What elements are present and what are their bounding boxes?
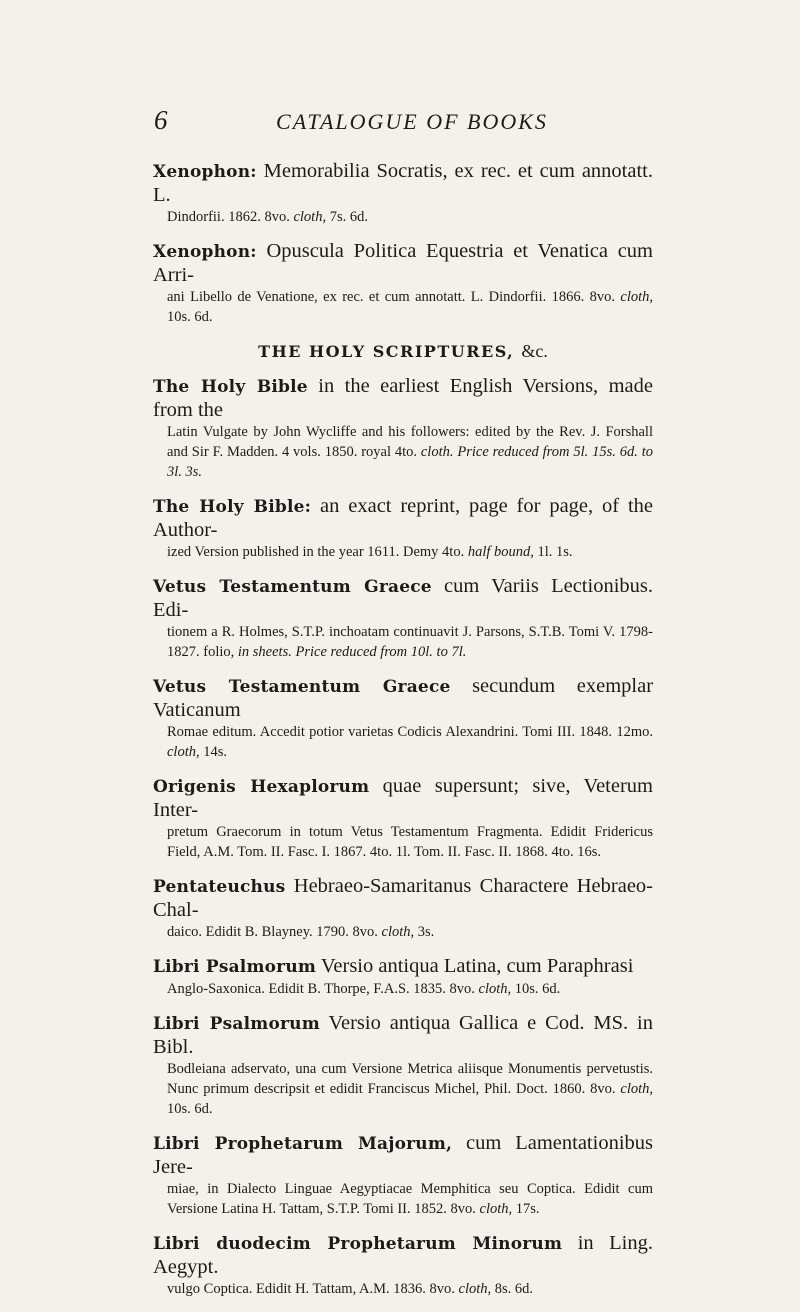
entry-first-line: [153, 575, 653, 622]
entry-price: 1l. 1s.: [537, 544, 573, 560]
entry-details-text: vulgo Coptica. Edidit H. Tattam, A.M. 1836. 8vo.: [167, 1281, 455, 1297]
catalogue-entry: [153, 1132, 653, 1219]
entry-first-line: [153, 775, 653, 822]
entry-details-text: tionem a R. Holmes, S.T.P. inchoatam continuavit J. Parsons, S.T.B. Tomi V. 1798-1827. folio,: [167, 624, 653, 660]
entry-first-line-text: Versio antiqua Latina, cum Paraphrasi: [320, 955, 634, 977]
catalogue-entry: [153, 160, 653, 227]
entry-headword: Libri Prophetarum Majorum,: [153, 1134, 453, 1154]
entry-details-text: Anglo-Saxonica. Edidit B. Thorpe, F.A.S. 1835. 8vo.: [167, 981, 475, 997]
entry-first-line-text: cum Variis Lectionibus. Edi-: [153, 575, 653, 621]
entry-price: 10l. to 7l.: [410, 644, 467, 660]
entry-first-line: [153, 955, 653, 979]
entry-details: [153, 622, 653, 662]
entry-details-text: daico. Edidit B. Blayney. 1790. 8vo.: [167, 924, 378, 940]
entry-first-line-text: Memorabilia Socratis, ex rec. et cum annotatt. L.: [153, 160, 653, 206]
section-heading: [153, 341, 653, 362]
entry-binding: cloth,: [458, 1281, 492, 1297]
catalogue-entry: [153, 675, 653, 762]
entry-binding: cloth,: [620, 289, 654, 305]
entry-details-text: Romae editum. Accedit potior varietas Codicis Alexandrini. Tomi III. 1848. 12mo.: [167, 724, 653, 740]
catalogue-entry: [153, 775, 653, 862]
entry-headword: Pentateuchus: [153, 877, 286, 897]
entry-headword: Libri Psalmorum: [153, 957, 317, 977]
entry-details-text: miae, in Dialecto Linguae Aegyptiacae Memphitica seu Coptica. Edidit cum Versione Latina H. Tattam, S.T.P. Tomi II. 1852. 8vo.: [167, 1181, 653, 1217]
entry-first-line-text: Hebraeo-Samaritanus Charactere Hebraeo-Chal-: [153, 875, 653, 921]
entry-binding: cloth,: [478, 981, 512, 997]
entry-price: 8s. 6d.: [494, 1281, 534, 1297]
entry-details-text: ani Libello de Venatione, ex rec. et cum annotatt. L. Dindorfii. 1866. 8vo.: [167, 289, 615, 305]
entry-details: [153, 207, 653, 227]
entry-headword: Xenophon:: [153, 242, 257, 262]
entry-headword: The Holy Bible:: [153, 497, 312, 517]
entry-binding: in sheets. Price reduced from: [237, 644, 408, 660]
entry-details: [153, 722, 653, 762]
entry-details-text: Dindorfii. 1862. 8vo.: [167, 209, 290, 225]
catalogue-entry: [153, 1232, 653, 1299]
entry-binding: cloth. Price reduced from: [420, 444, 570, 460]
entry-details: [153, 822, 653, 862]
entry-price: 16s.: [577, 844, 602, 860]
entry-first-line-text: Opuscula Politica Equestria et Venatica cum Arri-: [153, 240, 653, 286]
entry-headword: Vetus Testamentum Graece: [153, 677, 451, 697]
entry-binding: half bound,: [467, 544, 534, 560]
entry-first-line: [153, 375, 653, 422]
entry-price: 5l. 15s. 6d. to 3l. 3s.: [167, 444, 653, 480]
entry-headword: Libri Psalmorum: [153, 1014, 320, 1034]
entry-first-line-text: in the earliest English Versions, made from the: [153, 375, 654, 421]
entry-binding: cloth,: [381, 924, 415, 940]
entry-details-text: ized Version published in the year 1611. Demy 4to.: [167, 544, 465, 560]
entry-binding: cloth,: [620, 1081, 654, 1097]
entry-first-line: [153, 1132, 653, 1179]
entry-details: [153, 1279, 653, 1299]
entry-first-line-text: quae supersunt; sive, Veterum Inter-: [153, 775, 653, 821]
entry-headword: Xenophon:: [153, 162, 257, 182]
entry-first-line: [153, 495, 653, 542]
entry-details: [153, 1179, 653, 1219]
entry-first-line-text: an exact reprint, page for page, of the Author-: [153, 495, 654, 541]
entry-price: 10s. 6d.: [167, 309, 213, 325]
page-number: 6: [154, 105, 168, 135]
entry-details-text: pretum Graecorum in totum Vetus Testamentum Fragmenta. Edidit Fridericus Field, A.M. Tom. II. Fasc. I. 1867. 4to. 1l. Tom. II. Fasc. II. 1868. 4to.: [167, 824, 653, 860]
entry-details: [153, 542, 653, 562]
entry-first-line-text: cum Lamentationibus Jere-: [153, 1132, 653, 1178]
entry-details: [153, 287, 653, 327]
entry-details: [153, 922, 653, 942]
catalogue-entry: [153, 240, 653, 327]
entry-price: 3s.: [417, 924, 435, 940]
entry-price: 10s. 6d.: [167, 1101, 213, 1117]
catalogue-entry: [153, 495, 653, 562]
entry-details-text: Bodleiana adservato, una cum Versione Metrica aliisque Monumentis pervetustis. Nunc primum descripsit et edidit Franciscus Michel, Phil. Doct. 1860. 8vo.: [167, 1061, 653, 1097]
entry-details: [153, 979, 653, 999]
catalogue-entry: [153, 375, 653, 482]
entry-details: [153, 1059, 653, 1119]
catalogue-entry: [153, 875, 653, 942]
section-heading-suffix: &c.: [521, 341, 548, 361]
entry-first-line-text: in Ling. Aegypt.: [153, 1232, 654, 1278]
entry-price: 10s. 6d.: [514, 981, 561, 997]
catalogue-entry: [153, 955, 653, 999]
entry-price: 7s. 6d.: [329, 209, 368, 225]
catalogue-entry: [153, 1012, 653, 1119]
entry-headword: Libri duodecim Prophetarum Minorum: [153, 1234, 563, 1254]
running-title: CATALOGUE OF BOOKS: [276, 109, 548, 134]
entry-first-line-text: Versio antiqua Gallica e Cod. MS. in Bibl.: [153, 1012, 653, 1058]
entry-headword: Origenis Hexaplorum: [153, 777, 370, 797]
catalogue-entries: [153, 160, 653, 1312]
entry-first-line: [153, 875, 653, 922]
entry-details-text: Latin Vulgate by John Wycliffe and his followers: edited by the Rev. J. Forshall and Sir F. Madden. 4 vols. 1850. royal 4to.: [167, 424, 653, 460]
entry-binding: cloth,: [479, 1201, 513, 1217]
entry-first-line: [153, 1012, 653, 1059]
entry-first-line: [153, 1232, 653, 1279]
entry-first-line-text: secundum exemplar Vaticanum: [153, 675, 654, 721]
entry-price: 17s.: [515, 1201, 540, 1217]
entry-details: [153, 422, 653, 482]
entry-binding: cloth,: [167, 744, 200, 760]
entry-price: 14s.: [203, 744, 228, 760]
running-head: [0, 104, 800, 144]
entry-binding: cloth,: [293, 209, 327, 225]
catalogue-entry: [153, 575, 653, 662]
entry-headword: The Holy Bible: [153, 377, 308, 397]
section-heading-text: THE HOLY SCRIPTURES,: [258, 342, 515, 361]
entry-headword: Vetus Testamentum Graece: [153, 577, 432, 597]
entry-first-line: [153, 240, 653, 287]
entry-first-line: [153, 160, 653, 207]
entry-first-line: [153, 675, 653, 722]
